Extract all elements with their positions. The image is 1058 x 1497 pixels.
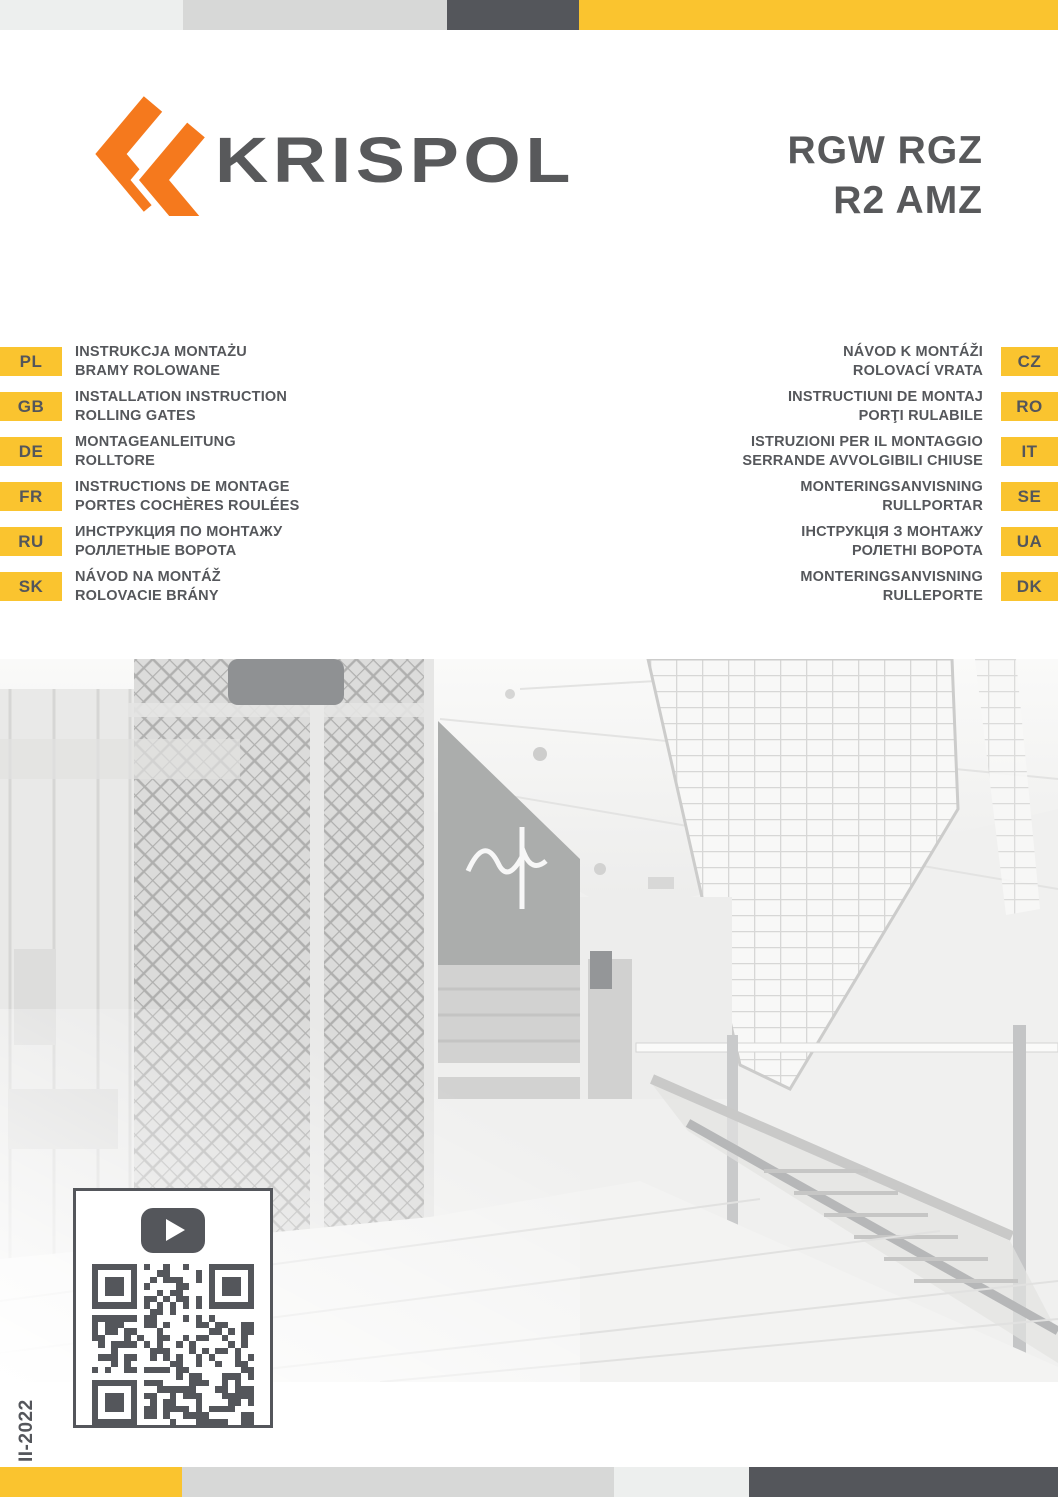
language-badge-dk: DK bbox=[1001, 572, 1058, 601]
edition-label: II-2022 bbox=[16, 1399, 37, 1462]
double-chevron-left-icon bbox=[111, 104, 196, 216]
language-line1: MONTERINGSANVISNING bbox=[800, 479, 983, 495]
bar-segment bbox=[579, 0, 1058, 30]
language-line1: NÁVOD NA MONTÁŽ bbox=[75, 569, 221, 585]
qr-code bbox=[92, 1264, 254, 1425]
language-line1: INSTRUCTIUNI DE MONTAJ bbox=[787, 389, 983, 405]
youtube-play-icon bbox=[141, 1208, 205, 1253]
language-line2: ROLLING GATES bbox=[75, 408, 196, 424]
language-line1: ISTRUZIONI PER IL MONTAGGIO bbox=[750, 434, 983, 450]
language-row-ro bbox=[788, 388, 1058, 426]
language-badge-ru: RU bbox=[0, 527, 62, 556]
language-line1: INSTRUCTIONS DE MONTAGE bbox=[75, 479, 290, 495]
language-badge-cz: CZ bbox=[1001, 347, 1058, 376]
language-line2: ROLLTORE bbox=[75, 453, 156, 469]
language-row-de bbox=[0, 433, 300, 471]
bar-segment bbox=[447, 0, 579, 30]
language-row-dk bbox=[800, 568, 1058, 606]
language-title-ru bbox=[75, 523, 282, 561]
language-row-cz bbox=[843, 343, 1058, 381]
language-line2: ROLOVACÍ VRATA bbox=[852, 363, 983, 379]
top-accent-bar bbox=[0, 0, 1058, 30]
language-row-pl bbox=[0, 343, 300, 381]
product-title bbox=[788, 126, 983, 226]
bottom-accent-bar bbox=[0, 1467, 1058, 1497]
language-line2: BRAMY ROLOWANE bbox=[75, 363, 221, 379]
language-title-de bbox=[75, 433, 236, 471]
language-title-ua bbox=[801, 523, 983, 561]
language-title-ro bbox=[788, 388, 983, 426]
language-line2: PORŢI RULABILE bbox=[858, 408, 983, 424]
language-line2: PORTES COCHÈRES ROULÉES bbox=[75, 498, 300, 514]
language-row-it bbox=[742, 433, 1058, 471]
language-line1: INSTRUKCJA MONTAŻU bbox=[75, 344, 247, 360]
language-badge-ua: UA bbox=[1001, 527, 1058, 556]
language-badge-de: DE bbox=[0, 437, 62, 466]
language-row-ua bbox=[801, 523, 1058, 561]
bar-segment bbox=[614, 1467, 749, 1497]
language-line2: RULLEPORTE bbox=[882, 588, 983, 604]
language-line2: ROLOVACIE BRÁNY bbox=[75, 588, 219, 604]
bar-segment bbox=[0, 1467, 182, 1497]
language-badge-gb: GB bbox=[0, 392, 62, 421]
language-badge-it: IT bbox=[1001, 437, 1058, 466]
language-badge-sk: SK bbox=[0, 572, 62, 601]
bar-segment bbox=[0, 0, 183, 30]
language-title-gb bbox=[75, 388, 287, 426]
language-line1: NÁVOD K MONTÁŽI bbox=[843, 344, 983, 360]
language-row-sk bbox=[0, 568, 300, 606]
language-badge-ro: RO bbox=[1001, 392, 1058, 421]
language-title-se bbox=[800, 478, 983, 516]
bar-segment bbox=[183, 0, 447, 30]
language-row-se bbox=[800, 478, 1058, 516]
language-title-it bbox=[742, 433, 983, 471]
language-title-sk bbox=[75, 568, 221, 606]
language-line1: ИНСТРУКЦИЯ ПО МОНТАЖУ bbox=[75, 524, 283, 540]
bar-segment bbox=[182, 1467, 614, 1497]
language-line1: INSTALLATION INSTRUCTION bbox=[75, 389, 288, 405]
brand-wordmark: KRISPOL bbox=[215, 124, 575, 196]
language-line2: РОЛЛЕТНЫЕ ВОРОТА bbox=[75, 543, 237, 559]
language-row-fr bbox=[0, 478, 300, 516]
language-line1: ІНСТРУКЦІЯ З МОНТАЖУ bbox=[801, 524, 983, 540]
language-list-right bbox=[742, 343, 1058, 613]
product-title-line1: RGW RGZ bbox=[787, 129, 983, 172]
language-line1: MONTAGEANLEITUNG bbox=[75, 434, 236, 450]
bar-segment bbox=[749, 1467, 1058, 1497]
language-badge-fr: FR bbox=[0, 482, 62, 511]
language-list-left bbox=[0, 343, 300, 613]
language-row-gb bbox=[0, 388, 300, 426]
language-line2: RULLPORTAR bbox=[882, 498, 983, 514]
language-badge-se: SE bbox=[1001, 482, 1058, 511]
language-title-dk bbox=[800, 568, 983, 606]
product-title-line2: R2 AMZ bbox=[833, 179, 983, 222]
language-title-pl bbox=[75, 343, 247, 381]
language-line2: РОЛЕТНІ ВОРОТА bbox=[852, 543, 983, 559]
language-title-fr bbox=[75, 478, 300, 516]
language-title-cz bbox=[843, 343, 983, 381]
video-qr-card bbox=[73, 1188, 273, 1428]
language-row-ru bbox=[0, 523, 300, 561]
language-line2: SERRANDE AVVOLGIBILI CHIUSE bbox=[742, 453, 983, 469]
language-badge-pl: PL bbox=[0, 347, 62, 376]
language-line1: MONTERINGSANVISNING bbox=[800, 569, 983, 585]
krispol-logo bbox=[93, 96, 593, 216]
